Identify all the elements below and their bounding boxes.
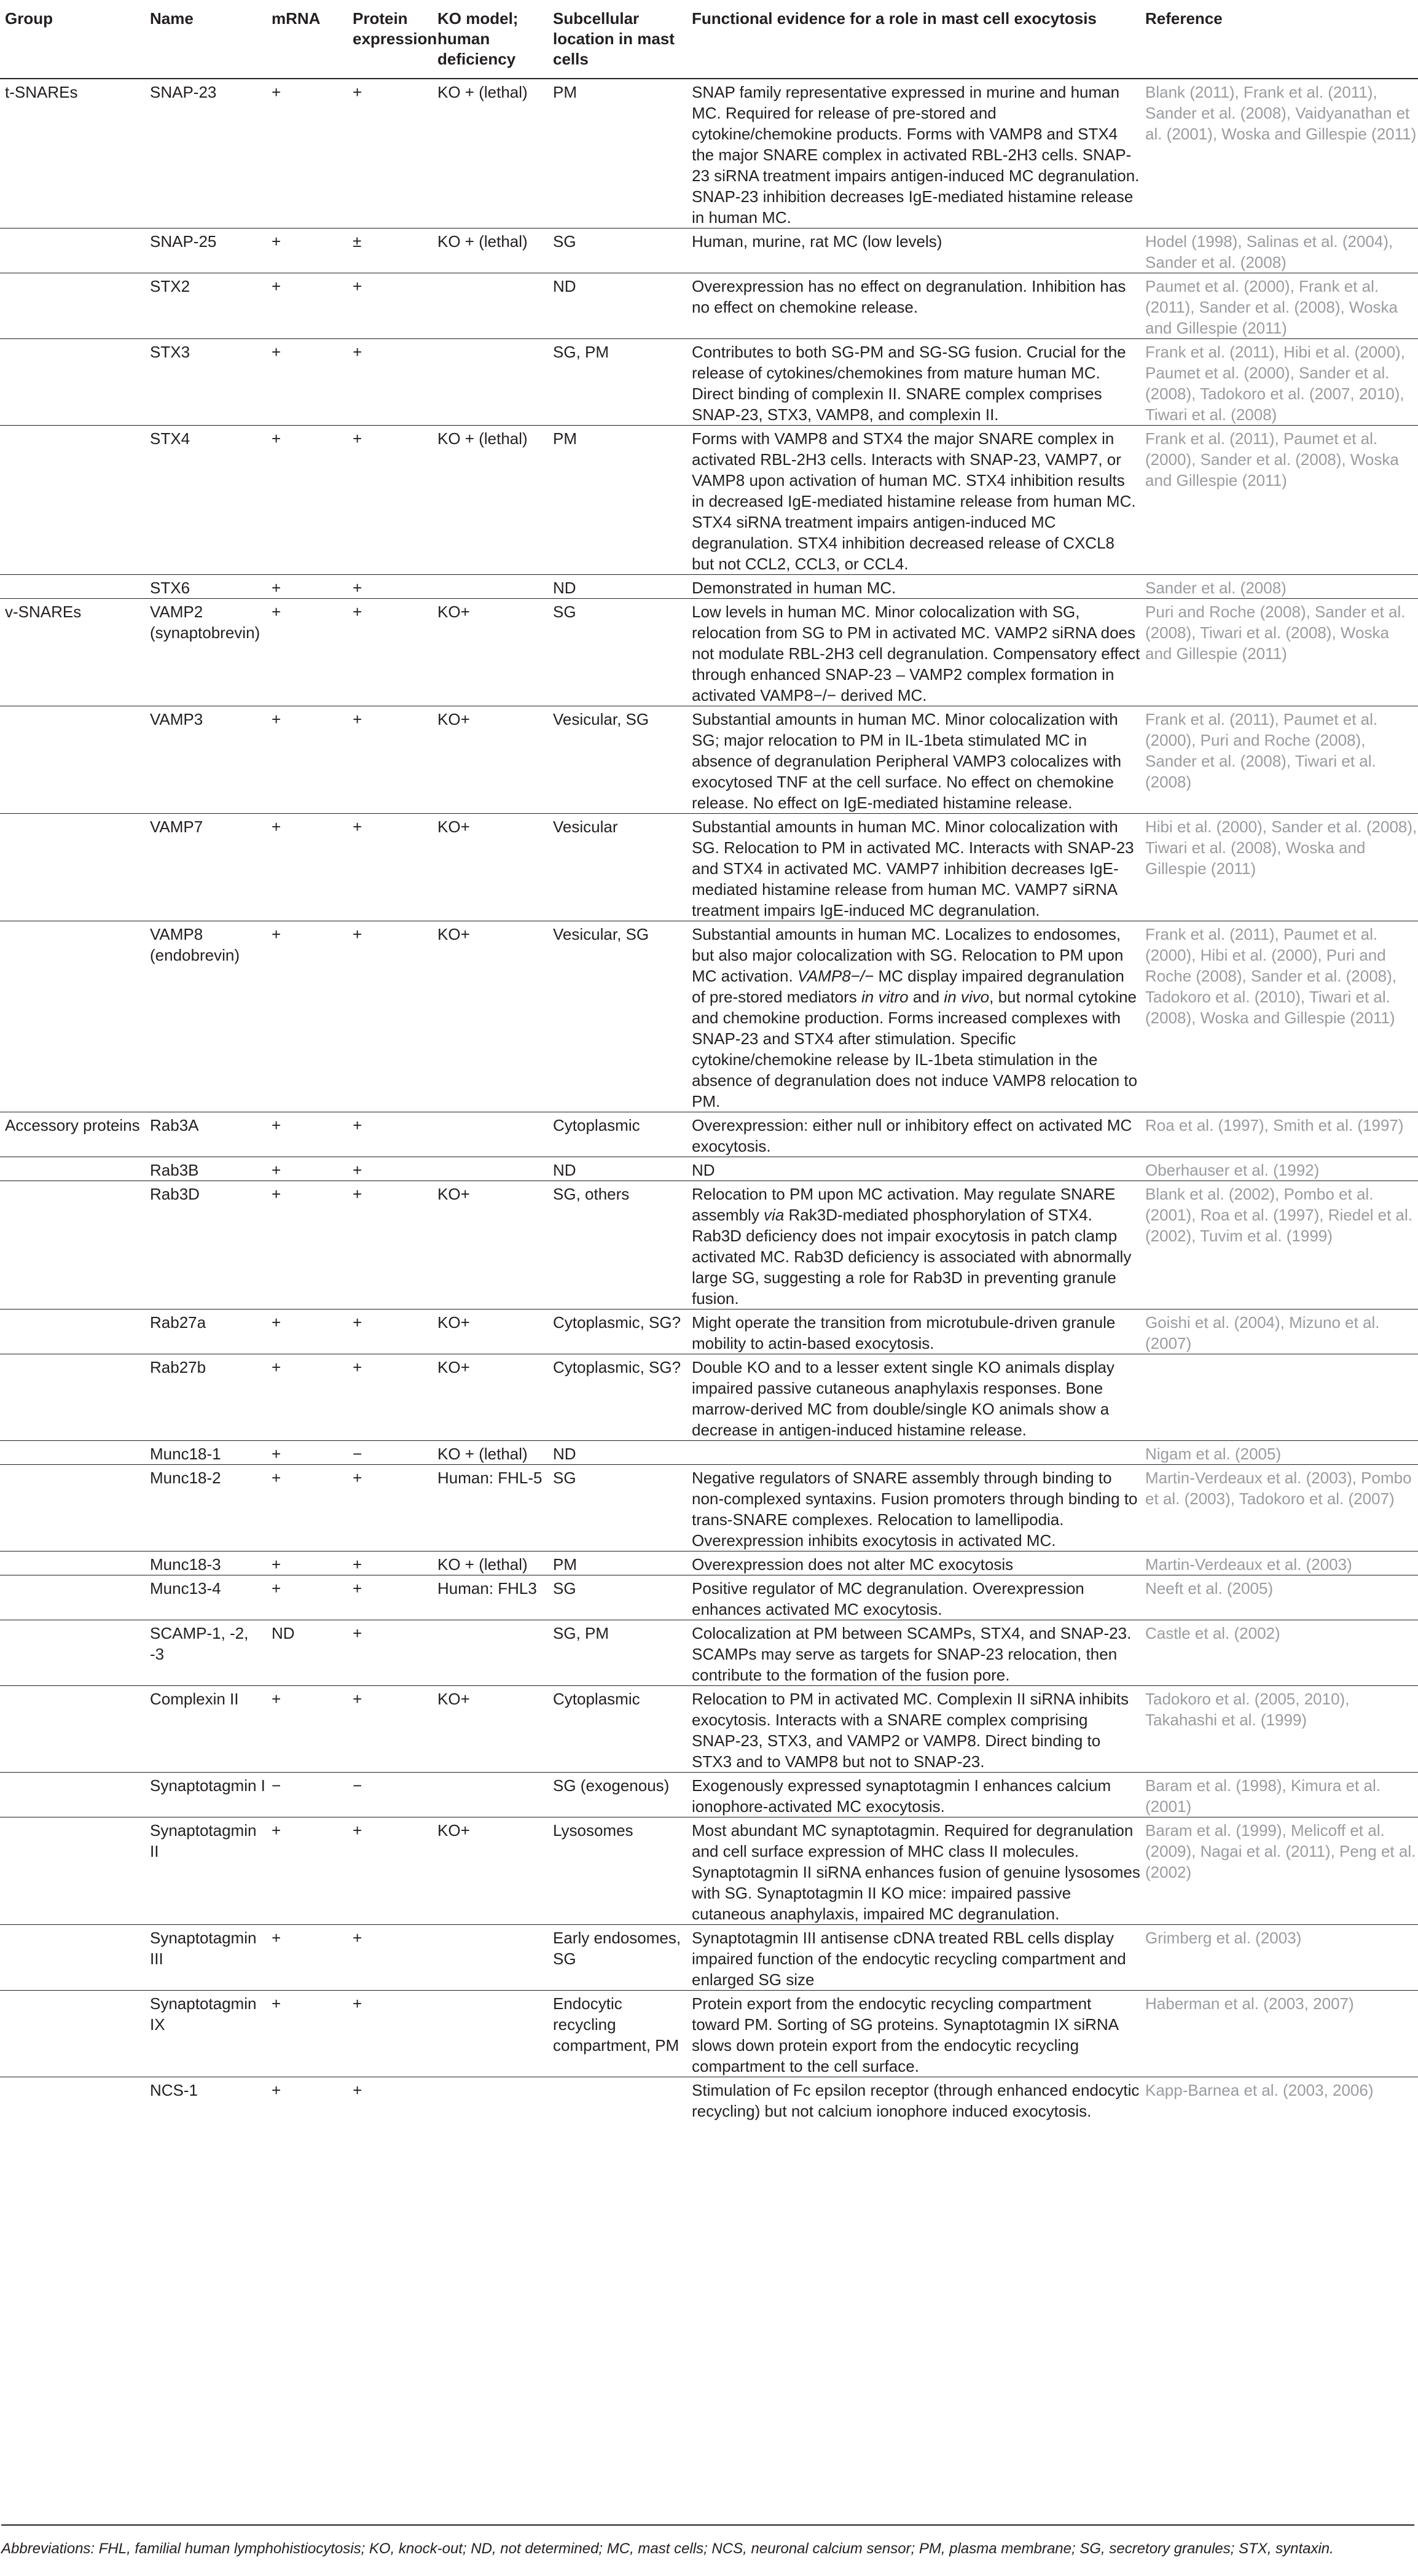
group-cell bbox=[0, 1925, 145, 1991]
name-cell: Synaptotagmin IX bbox=[150, 1994, 257, 2034]
group-cell bbox=[0, 814, 145, 921]
ko-cell: Human: FHL-5 bbox=[437, 1469, 543, 1487]
evidence-cell: Double KO and to a lesser extent single KO animals display impaired passive cutaneous anaphylaxis responses. Bone marrow-derived MC from double/single KO animals show a decrease in antigen-induced histamine release. bbox=[692, 1358, 1114, 1439]
table-row bbox=[0, 1309, 1418, 1354]
ko-cell bbox=[433, 1112, 548, 1157]
reference-cell: Baram et al. (1998), Kimura et al. (2001) bbox=[1145, 1776, 1381, 1816]
name-cell: Munc18-2 bbox=[150, 1469, 221, 1487]
mrna-cell: + bbox=[272, 1929, 281, 1947]
ko-cell: KO+ bbox=[437, 1185, 470, 1203]
location-cell: Cytoplasmic, SG? bbox=[553, 1358, 681, 1376]
reference-cell: Frank et al. (2011), Paumet et al. (2000), Puri and Roche (2008), Sander et al. (2008), Tiwari et al. (2008) bbox=[1145, 710, 1378, 791]
mrna-cell: + bbox=[272, 1185, 281, 1203]
name-cell: Synaptotagmin III bbox=[150, 1929, 257, 1968]
evidence-text: and bbox=[908, 988, 944, 1006]
ko-cell: KO+ bbox=[437, 603, 470, 621]
protein-cell: + bbox=[353, 1555, 362, 1574]
mrna-cell: + bbox=[272, 818, 281, 836]
mrna-cell: + bbox=[272, 1555, 281, 1574]
name-cell: SCAMP-1, -2, -3 bbox=[150, 1624, 249, 1663]
reference-cell: Blank (2011), Frank et al. (2011), Sander et al. (2008), Vaidyanathan et al. (2001), Woska and Gillespie (2011) bbox=[1145, 83, 1417, 143]
evidence-cell: Overexpression: either null or inhibitory effect on activated MC exocytosis. bbox=[692, 1116, 1132, 1155]
reference-cell: Nigam et al. (2005) bbox=[1145, 1445, 1282, 1463]
evidence-italic-term: VAMP8−/− bbox=[797, 967, 874, 985]
table-body bbox=[0, 79, 1418, 2121]
mrna-cell: ND bbox=[272, 1624, 295, 1642]
table-row bbox=[0, 2077, 1418, 2122]
evidence-cell: Most abundant MC synaptotagmin. Required for degranulation and cell surface expression of MHC class II molecules. Synaptotagmin II siRNA enhances fusion of genuine lysosomes with SG. Synaptotagmin II KO mice: impaired passive cutaneous anaphylaxis, impaired MC degranulation. bbox=[692, 1821, 1140, 1923]
table-row bbox=[0, 79, 1418, 228]
reference-cell: Haberman et al. (2003, 2007) bbox=[1145, 1994, 1354, 2013]
reference-cell: Kapp-Barnea et al. (2003, 2006) bbox=[1145, 2081, 1374, 2099]
protein-cell: + bbox=[353, 277, 362, 295]
table-row bbox=[0, 814, 1418, 921]
protein-cell: + bbox=[353, 1624, 362, 1642]
location-cell: Lysosomes bbox=[553, 1821, 633, 1840]
header-ko: KO model; human deficiency bbox=[437, 9, 519, 68]
protein-cell: + bbox=[353, 2081, 362, 2099]
name-cell: Rab3A bbox=[150, 1116, 199, 1134]
mrna-cell: + bbox=[272, 1161, 281, 1179]
mrna-cell: + bbox=[272, 1116, 281, 1134]
name-cell: Rab27a bbox=[150, 1313, 206, 1332]
protein-cell: + bbox=[353, 1690, 362, 1708]
header-protein: Protein expression bbox=[353, 9, 437, 48]
protein-cell: + bbox=[353, 1358, 362, 1376]
evidence-cell: Stimulation of Fc epsilon receptor (through enhanced endocytic recycling) but not calcium ionophore induced exocytosis. bbox=[692, 2081, 1140, 2120]
location-cell: ND bbox=[553, 277, 576, 295]
group-cell bbox=[0, 1773, 145, 1817]
ko-cell: KO+ bbox=[437, 818, 470, 836]
reference-cell: Hibi et al. (2000), Sander et al. (2008), Tiwari et al. (2008), Woska and Gillespie (2011) bbox=[1145, 818, 1417, 878]
group-cell bbox=[0, 1157, 145, 1181]
location-cell: Endocytic recycling compartment, PM bbox=[553, 1994, 680, 2055]
location-cell: PM bbox=[553, 1555, 577, 1574]
evidence-cell: Contributes to both SG-PM and SG-SG fusion. Crucial for the release of cytokines/chemokines from mature human MC. Direct binding of complexin II. SNARE complex comprises SNAP-23, STX3, VAMP8, and complexin II. bbox=[692, 343, 1126, 424]
group-cell bbox=[0, 1686, 145, 1773]
table-row bbox=[0, 575, 1418, 599]
evidence-cell: Demonstrated in human MC. bbox=[692, 579, 896, 597]
mrna-cell: + bbox=[272, 1313, 281, 1332]
protein-cell: + bbox=[353, 1469, 362, 1487]
name-cell: Munc13-4 bbox=[150, 1579, 221, 1598]
group-cell bbox=[0, 426, 145, 575]
protein-cell: + bbox=[353, 710, 362, 728]
table-row bbox=[0, 1112, 1418, 1157]
evidence-cell: ND bbox=[692, 1161, 715, 1179]
table-row bbox=[0, 599, 1418, 706]
evidence-text: Rak3D-mediated phosphorylation of STX4. Rab3D deficiency does not impair exocytosis in patch clamp activated MC. Rab3D deficiency is associated with abnormally large SG, suggesting a role for Rab3D in preventing granule fusion. bbox=[692, 1206, 1132, 1308]
name-cell: STX3 bbox=[150, 343, 190, 361]
group-cell bbox=[0, 575, 145, 599]
table-row bbox=[0, 1817, 1418, 1925]
table-row bbox=[0, 1354, 1418, 1441]
evidence-cell: Synaptotagmin III antisense cDNA treated RBL cells display impaired function of the endocytic recycling compartment and enlarged SG size bbox=[692, 1929, 1126, 1989]
header-mrna: mRNA bbox=[272, 9, 321, 28]
location-cell: SG, PM bbox=[553, 343, 609, 361]
mrna-cell: + bbox=[272, 1358, 281, 1376]
evidence-cell: SNAP family representative expressed in murine and human MC. Required for release of pre-stored and cytokine/chemokine products. Forms with VAMP8 and STX4 the major SNARE complex in activated RBL-2H3 cells. SNAP-23 siRNA treatment impairs antigen-induced MC degranulation. SNAP-23 inhibition decreases IgE-mediated histamine release in human MC. bbox=[692, 83, 1140, 227]
table-row bbox=[0, 1551, 1418, 1575]
group-cell bbox=[0, 339, 145, 426]
mrna-cell: + bbox=[272, 710, 281, 728]
evidence-italic-term: in vitro bbox=[861, 988, 909, 1006]
header-location: Subcellular location in mast cells bbox=[553, 9, 675, 68]
group-cell bbox=[0, 1354, 145, 1441]
ko-cell: KO+ bbox=[437, 1358, 470, 1376]
group-cell bbox=[0, 1181, 145, 1309]
ko-cell: KO+ bbox=[437, 1313, 470, 1332]
table-row bbox=[0, 1620, 1418, 1686]
group-cell bbox=[0, 228, 145, 273]
name-cell: SNAP-25 bbox=[150, 232, 217, 251]
ko-cell: KO+ bbox=[437, 1821, 470, 1840]
protein-cell: + bbox=[353, 1161, 362, 1179]
protein-cell: + bbox=[353, 603, 362, 621]
group-cell: v-SNAREs bbox=[5, 603, 82, 621]
mrna-cell: + bbox=[272, 83, 281, 101]
name-cell: Munc18-3 bbox=[150, 1555, 221, 1574]
reference-cell: Blank et al. (2002), Pombo et al. (2001), Roa et al. (1997), Riedel et al. (2002), Tuvim et al. (1999) bbox=[1145, 1185, 1413, 1245]
protein-cell: + bbox=[353, 818, 362, 836]
name-cell: STX4 bbox=[150, 429, 190, 448]
protein-cell: + bbox=[353, 1116, 362, 1134]
group-cell bbox=[0, 921, 145, 1112]
name-cell: VAMP8 (endobrevin) bbox=[150, 925, 240, 964]
reference-cell: Frank et al. (2011), Paumet et al. (2000), Sander et al. (2008), Woska and Gillespie (2011) bbox=[1145, 429, 1399, 490]
ko-cell bbox=[433, 339, 548, 426]
ko-cell: KO + (lethal) bbox=[437, 83, 528, 101]
protein-cell: + bbox=[353, 1313, 362, 1332]
location-cell: SG bbox=[553, 1579, 576, 1598]
protein-cell: + bbox=[353, 83, 362, 101]
name-cell: SNAP-23 bbox=[150, 83, 217, 101]
evidence-cell: Colocalization at PM between SCAMPs, STX4, and SNAP-23. SCAMPs may serve as targets for SNAP-23 relocation, then contribute to the formation of the fusion pore. bbox=[692, 1624, 1132, 1684]
location-cell: ND bbox=[553, 579, 576, 597]
location-cell: SG bbox=[553, 603, 576, 621]
location-cell: PM bbox=[553, 429, 577, 448]
protein-cell: + bbox=[353, 1821, 362, 1840]
evidence-cell: Relocation to PM in activated MC. Complexin II siRNA inhibits exocytosis. Interacts with a SNARE complex comprising SNAP-23, STX3, and VAMP2 or VAMP8. Direct binding to STX3 and to VAMP8 but not to SNAP-23. bbox=[692, 1690, 1129, 1771]
table-row bbox=[0, 706, 1418, 814]
header-row bbox=[0, 0, 1418, 79]
location-cell: SG (exogenous) bbox=[553, 1776, 670, 1795]
name-cell: STX6 bbox=[150, 579, 190, 597]
reference-cell: Neeft et al. (2005) bbox=[1145, 1579, 1274, 1598]
reference-cell: Martin-Verdeaux et al. (2003), Pombo et al. (2003), Tadokoro et al. (2007) bbox=[1145, 1469, 1412, 1508]
evidence-cell: Substantial amounts in human MC. Minor colocalization with SG. Relocation to PM in activated MC. Interacts with SNAP-23 and STX4 in activated MC. VAMP7 inhibition decreases IgE-mediated histamine release from human MC. VAMP7 siRNA treatment impairs IgE-induced MC degranulation. bbox=[692, 818, 1134, 919]
evidence-cell: Negative regulators of SNARE assembly through binding to non-complexed syntaxins. Fusion promoters through binding to trans-SNARE complexes. Relocation to lamellipodia. Overexpression inhibits exocytosis in activated MC. bbox=[692, 1469, 1138, 1550]
reference-cell: Martin-Verdeaux et al. (2003) bbox=[1145, 1555, 1352, 1574]
reference-cell: Grimberg et al. (2003) bbox=[1145, 1929, 1302, 1947]
protein-cell: + bbox=[353, 1185, 362, 1203]
ko-cell bbox=[433, 2077, 548, 2122]
mrna-cell: + bbox=[272, 343, 281, 361]
group-cell bbox=[0, 1817, 145, 1925]
location-cell: Vesicular, SG bbox=[553, 925, 649, 943]
ko-cell bbox=[433, 575, 548, 599]
ko-cell bbox=[433, 1773, 548, 1817]
mrna-cell: + bbox=[272, 277, 281, 295]
mrna-cell: + bbox=[272, 579, 281, 597]
location-cell: SG, PM bbox=[553, 1624, 609, 1642]
table-row bbox=[0, 1991, 1418, 2077]
ko-cell: Human: FHL3 bbox=[437, 1579, 537, 1598]
name-cell: VAMP2 (synaptobrevin) bbox=[150, 603, 260, 642]
evidence-text: MC display impaired degranulation of pre-stored mediators bbox=[692, 967, 1124, 1006]
ko-cell bbox=[433, 1925, 548, 1991]
name-cell: Synaptotagmin II bbox=[150, 1821, 257, 1860]
evidence-italic-term: in vivo bbox=[944, 988, 990, 1006]
location-cell: Vesicular, SG bbox=[553, 710, 649, 728]
mrna-cell: + bbox=[272, 925, 281, 943]
protein-cell: + bbox=[353, 343, 362, 361]
name-cell: VAMP7 bbox=[150, 818, 203, 836]
protein-cell: − bbox=[353, 1776, 362, 1795]
evidence-text: Substantial amounts in human MC. Localizes to endosomes, but also major colocalization with SG. Relocation to PM upon MC activation. bbox=[692, 925, 1124, 985]
location-cell: ND bbox=[553, 1161, 576, 1179]
evidence-cell: Overexpression has no effect on degranulation. Inhibition has no effect on chemokine release. bbox=[692, 277, 1126, 316]
mrna-cell: + bbox=[272, 232, 281, 251]
protein-cell: + bbox=[353, 429, 362, 448]
reference-cell: Hodel (1998), Salinas et al. (2004), Sander et al. (2008) bbox=[1145, 232, 1393, 271]
evidence-text: , but normal cytokine and chemokine production. Forms increased complexes with SNAP-23 and STX4 after stimulation. Specific cytokine/chemokine release by IL-1beta stimulation in the absence of degranulation does not induce VAMP8 relocation to PM. bbox=[692, 988, 1138, 1110]
evidence-cell bbox=[687, 921, 1140, 1112]
table-row bbox=[0, 1465, 1418, 1551]
reference-cell: Frank et al. (2011), Paumet et al. (2000), Hibi et al. (2000), Puri and Roche (2008), Sander et al. (2008), Tadokoro et al. (2010), Tiwari et al. (2008), Woska and Gillespie (2011) bbox=[1145, 925, 1397, 1027]
ko-cell: KO+ bbox=[437, 1690, 470, 1708]
group-cell: Accessory proteins bbox=[5, 1116, 140, 1134]
ko-cell bbox=[433, 1157, 548, 1181]
location-cell: SG, others bbox=[553, 1185, 630, 1203]
protein-cell: ± bbox=[353, 232, 362, 251]
evidence-cell bbox=[687, 1441, 1140, 1465]
reference-cell: Goishi et al. (2004), Mizuno et al. (2007) bbox=[1145, 1313, 1380, 1352]
ko-cell: KO + (lethal) bbox=[437, 232, 528, 251]
reference-cell: Sander et al. (2008) bbox=[1145, 579, 1287, 597]
protein-cell: + bbox=[353, 1929, 362, 1947]
group-cell bbox=[0, 1465, 145, 1551]
ko-cell bbox=[433, 273, 548, 339]
group-cell bbox=[0, 1620, 145, 1686]
protein-cell: + bbox=[353, 1994, 362, 2013]
table-row bbox=[0, 1686, 1418, 1773]
reference-cell: Roa et al. (1997), Smith et al. (1997) bbox=[1145, 1116, 1404, 1134]
mrna-cell: + bbox=[272, 429, 281, 448]
table-row bbox=[0, 1925, 1418, 1991]
location-cell: SG bbox=[553, 232, 576, 251]
mrna-cell: + bbox=[272, 1821, 281, 1840]
table-row bbox=[0, 1157, 1418, 1181]
location-cell: ND bbox=[553, 1445, 576, 1463]
name-cell: Synaptotagmin I bbox=[150, 1776, 265, 1795]
abbreviations-footnote: Abbreviations: FHL, familial human lymphohistiocytosis; KO, knock-out; ND, not determined; MC, mast cells; NCS, neuronal calcium sensor; PM, plasma membrane; SG, secretory granules; STX, syntaxin. bbox=[1, 2524, 1414, 2559]
group-cell bbox=[0, 1551, 145, 1575]
reference-cell: Baram et al. (1999), Melicoff et al. (2009), Nagai et al. (2011), Peng et al. (2002) bbox=[1145, 1821, 1416, 1881]
evidence-cell: Protein export from the endocytic recycling compartment toward PM. Sorting of SG proteins. Synaptotagmin IX siRNA slows down protein export from the endocytic recycling compartment to the cell surface. bbox=[692, 1994, 1118, 2075]
evidence-text: Relocation to PM upon MC activation. May regulate SNARE assembly bbox=[692, 1185, 1116, 1224]
reference-cell: Paumet et al. (2000), Frank et al. (2011), Sander et al. (2008), Woska and Gillespie (2011) bbox=[1145, 277, 1398, 337]
location-cell: Cytoplasmic bbox=[553, 1116, 640, 1134]
mrna-cell: + bbox=[272, 1579, 281, 1598]
evidence-cell: Overexpression does not alter MC exocytosis bbox=[692, 1555, 1014, 1574]
group-cell bbox=[0, 273, 145, 339]
ko-cell: KO + (lethal) bbox=[437, 429, 528, 448]
table-row bbox=[0, 1575, 1418, 1620]
location-cell: SG bbox=[553, 1469, 576, 1487]
group-cell bbox=[0, 706, 145, 814]
mrna-cell: − bbox=[272, 1776, 281, 1795]
ko-cell bbox=[433, 1620, 548, 1686]
evidence-cell bbox=[687, 1181, 1140, 1309]
mrna-cell: + bbox=[272, 1469, 281, 1487]
evidence-cell: Low levels in human MC. Minor colocalization with SG, relocation from SG to PM in activated MC. VAMP2 siRNA does not modulate RBL-2H3 cell degranulation. Compensatory effect through enhanced SNAP-23 – VAMP2 complex formation in activated VAMP8−/− derived MC. bbox=[692, 603, 1140, 704]
reference-cell: Frank et al. (2011), Hibi et al. (2000), Paumet et al. (2000), Sander et al. (2008), Tadokoro et al. (2007, 2010), Tiwari et al. (2008) bbox=[1145, 343, 1405, 424]
mrna-cell: + bbox=[272, 603, 281, 621]
mrna-cell: + bbox=[272, 1994, 281, 2013]
table-row bbox=[0, 339, 1418, 426]
name-cell: STX2 bbox=[150, 277, 190, 295]
table-row bbox=[0, 1773, 1418, 1817]
ko-cell: KO + (lethal) bbox=[437, 1445, 528, 1463]
header-reference: Reference bbox=[1145, 9, 1223, 28]
name-cell: Munc18-1 bbox=[150, 1445, 221, 1463]
group-cell bbox=[0, 1441, 145, 1465]
location-cell: Vesicular bbox=[553, 818, 618, 836]
location-cell bbox=[548, 2077, 687, 2122]
name-cell: Rab3B bbox=[150, 1161, 199, 1179]
ko-cell bbox=[433, 1991, 548, 2077]
location-cell: PM bbox=[553, 83, 577, 101]
reference-cell: Tadokoro et al. (2005, 2010), Takahashi et al. (1999) bbox=[1145, 1690, 1350, 1729]
location-cell: Early endosomes, SG bbox=[553, 1929, 681, 1968]
name-cell: NCS-1 bbox=[150, 2081, 198, 2099]
table-row bbox=[0, 921, 1418, 1112]
evidence-cell: Might operate the transition from microtubule-driven granule mobility to actin-based exocytosis. bbox=[692, 1313, 1116, 1352]
name-cell: VAMP3 bbox=[150, 710, 203, 728]
name-cell: Complexin II bbox=[150, 1690, 239, 1708]
table-row bbox=[0, 228, 1418, 273]
ko-cell: KO + (lethal) bbox=[437, 1555, 528, 1574]
mrna-cell: + bbox=[272, 1445, 281, 1463]
ko-cell: KO+ bbox=[437, 925, 470, 943]
evidence-cell: Forms with VAMP8 and STX4 the major SNARE complex in activated RBL-2H3 cells. Interacts with SNAP-23, VAMP7, or VAMP8 upon activation of human MC. STX4 inhibition results in decreased IgE-mediated histamine release from human MC. STX4 siRNA treatment impairs antigen-induced MC degranulation. STX4 inhibition decreased release of CXCL8 but not CCL2, CCL3, or CCL4. bbox=[692, 429, 1136, 573]
ko-cell: KO+ bbox=[437, 710, 470, 728]
reference-cell bbox=[1140, 1354, 1418, 1441]
group-cell bbox=[0, 2077, 145, 2122]
location-cell: Cytoplasmic bbox=[553, 1690, 640, 1708]
name-cell: Rab27b bbox=[150, 1358, 206, 1376]
evidence-cell: Substantial amounts in human MC. Minor colocalization with SG; major relocation to PM in IL-1beta stimulated MC in absence of degranulation Peripheral VAMP3 colocalizes with exocytosed TNF at the cell surface. No effect on chemokine release. No effect on IgE-mediated histamine release. bbox=[692, 710, 1122, 812]
evidence-cell: Exogenously expressed synaptotagmin I enhances calcium ionophore-activated MC exocytosis. bbox=[692, 1776, 1111, 1816]
reference-cell: Puri and Roche (2008), Sander et al. (2008), Tiwari et al. (2008), Woska and Gillespie (2011) bbox=[1145, 603, 1406, 663]
mrna-cell: + bbox=[272, 1690, 281, 1708]
evidence-cell: Positive regulator of MC degranulation. Overexpression enhances activated MC exocytosis. bbox=[692, 1579, 1084, 1618]
evidence-italic-term: via bbox=[764, 1206, 785, 1224]
table-row bbox=[0, 1181, 1418, 1309]
location-cell: Cytoplasmic, SG? bbox=[553, 1313, 681, 1332]
group-cell bbox=[0, 1991, 145, 2077]
table-row bbox=[0, 1441, 1418, 1465]
protein-cell: + bbox=[353, 925, 362, 943]
protein-cell: − bbox=[353, 1445, 362, 1463]
table-row bbox=[0, 273, 1418, 339]
protein-cell: + bbox=[353, 1579, 362, 1598]
reference-cell: Castle et al. (2002) bbox=[1145, 1624, 1280, 1642]
header-name: Name bbox=[150, 9, 194, 28]
protein-cell: + bbox=[353, 579, 362, 597]
header-group: Group bbox=[5, 9, 53, 28]
header-evidence: Functional evidence for a role in mast cell exocytosis bbox=[692, 9, 1097, 28]
group-cell bbox=[0, 1575, 145, 1620]
name-cell: Rab3D bbox=[150, 1185, 200, 1203]
reference-cell: Oberhauser et al. (1992) bbox=[1145, 1161, 1320, 1179]
group-cell bbox=[0, 1309, 145, 1354]
mrna-cell: + bbox=[272, 2081, 281, 2099]
group-cell: t-SNAREs bbox=[5, 83, 78, 101]
evidence-cell: Human, murine, rat MC (low levels) bbox=[692, 232, 942, 251]
table-row bbox=[0, 426, 1418, 575]
